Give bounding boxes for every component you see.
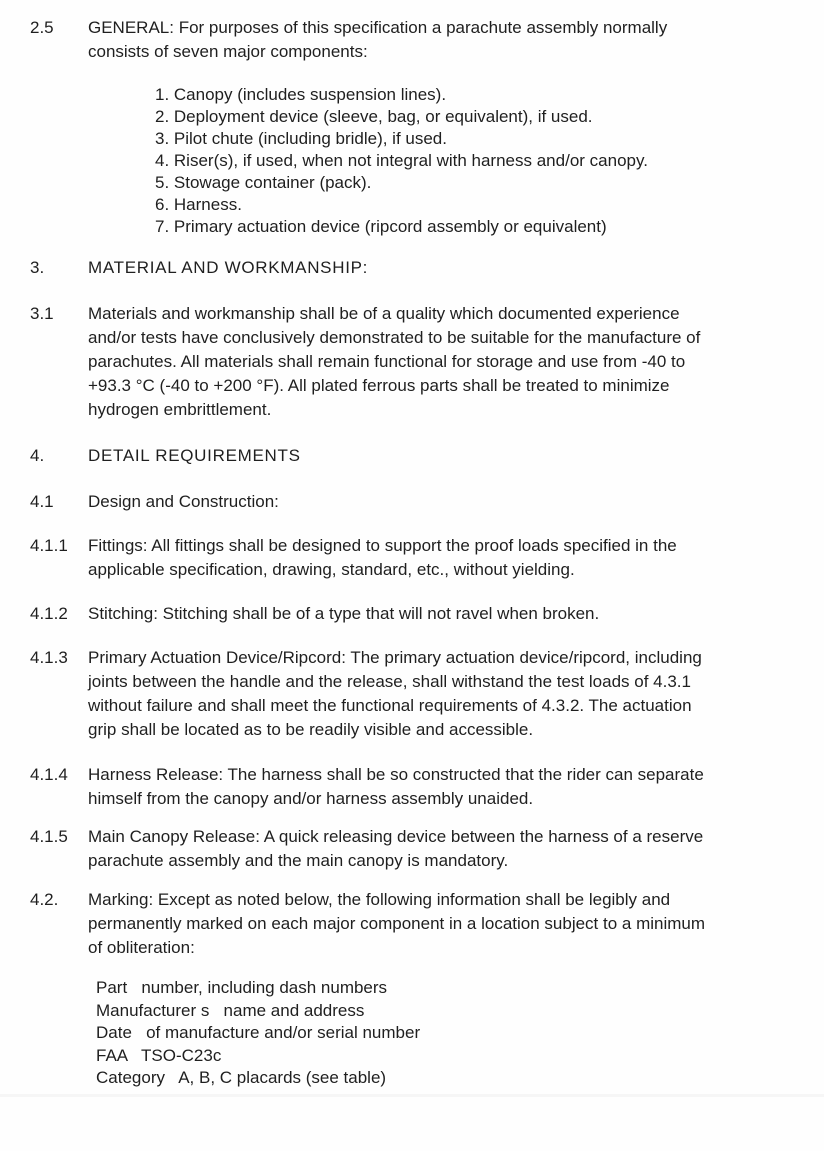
section-number: 4.2. <box>30 890 59 909</box>
section-body <box>88 16 804 64</box>
text-line: parachutes. All materials shall remain functional for storage and use from -40 to <box>88 352 686 371</box>
section-number: 3. <box>30 258 45 277</box>
section-4-1-2 <box>0 602 824 626</box>
section-body <box>88 490 804 514</box>
component-list-item: 4. Riser(s), if used, when not integral with harness and/or canopy. <box>155 151 648 170</box>
component-list-item: 5. Stowage container (pack). <box>155 173 372 192</box>
section-number: 4.1.3 <box>30 648 68 667</box>
marking-list-item: Date of manufacture and/or serial number <box>96 1023 421 1042</box>
text-line: Stitching: Stitching shall be of a type that will not ravel when broken. <box>88 604 600 623</box>
text-line: Materials and workmanship shall be of a quality which documented experience <box>88 304 680 323</box>
section-number: 4. <box>30 446 45 465</box>
section-number: 4.1.1 <box>30 536 68 555</box>
section-body <box>88 646 804 742</box>
section-body <box>88 602 804 626</box>
text-line: himself from the canopy and/or harness assembly unaided. <box>88 789 534 808</box>
section-4-1-1 <box>0 534 824 582</box>
section-body <box>88 888 804 960</box>
text-line: Main Canopy Release: A quick releasing device between the harness of a reserve <box>88 827 704 846</box>
section-2-5 <box>0 16 824 64</box>
section-4-1-3 <box>0 646 824 742</box>
text-line: grip shall be located as to be readily visible and accessible. <box>88 720 534 739</box>
section-number: 3.1 <box>30 304 54 323</box>
section-4-1 <box>0 490 824 514</box>
section-body <box>88 256 804 280</box>
text-line: Marking: Except as noted below, the following information shall be legibly and <box>88 890 671 909</box>
section-3-heading <box>0 256 824 280</box>
marking-list-item: FAA TSO-C23c <box>96 1045 222 1065</box>
section-body <box>88 763 804 811</box>
marking-info-list <box>96 977 824 1090</box>
text-line: consists of seven major components: <box>88 42 368 61</box>
section-number: 2.5 <box>30 18 54 37</box>
scan-artifact-band <box>0 1094 824 1097</box>
text-line: GENERAL: For purposes of this specification a parachute assembly normally <box>88 18 668 37</box>
text-line: permanently marked on each major component in a location subject to a minimum <box>88 914 706 933</box>
component-list-item: 2. Deployment device (sleeve, bag, or equivalent), if used. <box>155 107 593 126</box>
text-line: MATERIAL AND WORKMANSHIP: <box>88 258 369 277</box>
text-line: Design and Construction: <box>88 492 279 511</box>
text-line: DETAIL REQUIREMENTS <box>88 446 301 465</box>
text-line: hydrogen embrittlement. <box>88 400 272 419</box>
section-number: 4.1.2 <box>30 604 68 623</box>
section-body <box>88 302 804 422</box>
section-3-1 <box>0 302 824 422</box>
text-line: of obliteration: <box>88 938 195 957</box>
text-line: +93.3 °C (-40 to +200 °F). All plated ferrous parts shall be treated to minimize <box>88 376 670 395</box>
section-number: 4.1.5 <box>30 827 68 846</box>
text-line: Primary Actuation Device/Ripcord: The primary actuation device/ripcord, including <box>88 648 702 667</box>
section-body <box>88 444 804 468</box>
component-list-item: 3. Pilot chute (including bridle), if used. <box>155 129 447 148</box>
text-line: applicable specification, drawing, standard, etc., without yielding. <box>88 560 575 579</box>
component-list-item: 7. Primary actuation device (ripcord assembly or equivalent) <box>155 217 607 236</box>
component-list-item: 1. Canopy (includes suspension lines). <box>155 85 447 104</box>
section-4-2 <box>0 888 824 960</box>
section-number: 4.1 <box>30 492 54 511</box>
section-4-1-5 <box>0 825 824 873</box>
component-list-item: 6. Harness. <box>155 195 242 214</box>
marking-list-item: Category A, B, C placards (see table) <box>96 1068 387 1087</box>
section-number: 4.1.4 <box>30 765 68 784</box>
marking-list-item: Part number, including dash numbers <box>96 978 388 997</box>
text-line: parachute assembly and the main canopy is mandatory. <box>88 851 509 870</box>
components-list <box>155 84 824 238</box>
section-body <box>88 534 804 582</box>
text-line: and/or tests have conclusively demonstrated to be suitable for the manufacture of <box>88 328 701 347</box>
text-line: without failure and shall meet the functional requirements of 4.3.2. The actuation <box>88 696 692 715</box>
section-body <box>88 825 804 873</box>
section-4-heading <box>0 444 824 468</box>
text-line: Fittings: All fittings shall be designed to support the proof loads specified in the <box>88 536 677 555</box>
marking-list-item: Manufacturer s name and address <box>96 1000 365 1020</box>
text-line: joints between the handle and the release, shall withstand the test loads of 4.3.1 <box>88 672 691 691</box>
text-line: Harness Release: The harness shall be so constructed that the rider can separate <box>88 765 704 784</box>
section-4-1-4 <box>0 763 824 811</box>
